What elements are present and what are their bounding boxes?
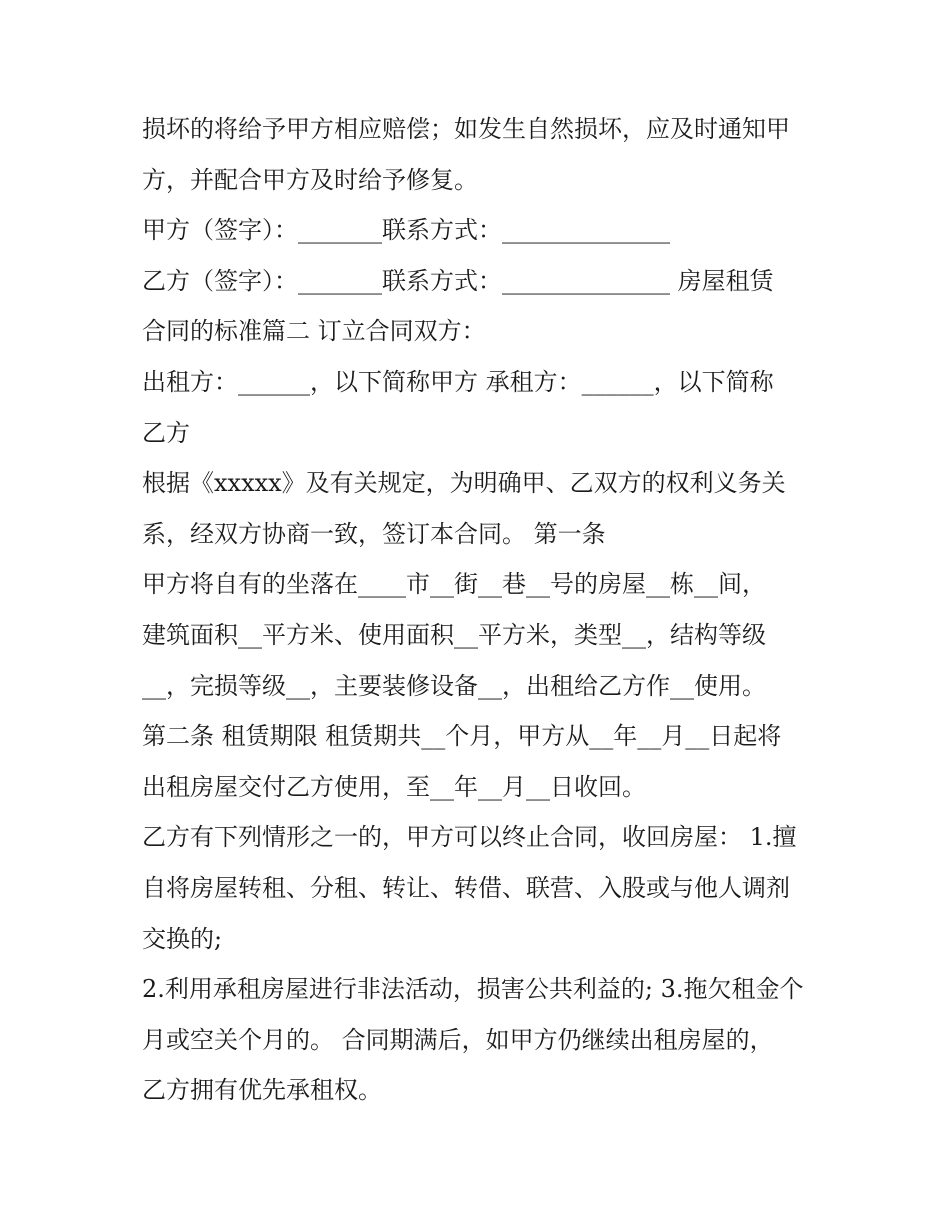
text-line: 乙方有下列情形之一的，甲方可以终止合同，收回房屋： 1.擅 — [142, 823, 797, 852]
text-line: 乙方 — [142, 418, 190, 447]
text-line: 第二条 租赁期限 租赁期共__个月，甲方从__年__月__日起将 — [142, 722, 782, 751]
section-heading: 合同的标准篇二 订立合同双方： — [142, 317, 486, 346]
text-line: 甲方将自有的坐落在____市__街__巷__号的房屋__栋__间， — [142, 570, 766, 599]
signature-line-party-b: 乙方（签字）：_______联系方式：______________ 房屋租赁 — [142, 266, 774, 295]
text-line: 自将房屋转租、分租、转让、转借、联营、入股或与他人调剂 — [142, 873, 790, 902]
text-line: 根据《xxxxx》及有关规定，为明确甲、乙双方的权利义务关 — [142, 469, 786, 498]
text-line: 方，并配合甲方及时给予修复。 — [142, 165, 478, 194]
contract-text — [142, 104, 822, 1116]
signature-line-party-a: 甲方（签字）：_______联系方式：______________ — [142, 216, 670, 245]
text-line: 2.利用承租房屋进行非法活动，损害公共利益的; 3.拖欠租金个 — [142, 975, 804, 1004]
text-line: __，完损等级__，主要装修设备__，出租给乙方作__使用。 — [142, 671, 766, 700]
text-line: 出租房屋交付乙方使用，至__年__月__日收回。 — [142, 772, 646, 801]
text-line: 月或空关个月的。 合同期满后，如甲方仍继续出租房屋的， — [142, 1025, 774, 1054]
text-line: 乙方拥有优先承租权。 — [142, 1076, 382, 1105]
text-line: 建筑面积__平方米、使用面积__平方米，类型__，结构等级 — [142, 620, 766, 649]
text-line: 交换的; — [142, 924, 223, 953]
text-line: 出租方：______，以下简称甲方 承租方：______，以下简称 — [142, 367, 774, 396]
text-line: 损坏的将给予甲方相应赔偿；如发生自然损坏，应及时通知甲 — [142, 115, 790, 143]
text-line: 系，经双方协商一致，签订本合同。 第一条 — [142, 519, 606, 548]
